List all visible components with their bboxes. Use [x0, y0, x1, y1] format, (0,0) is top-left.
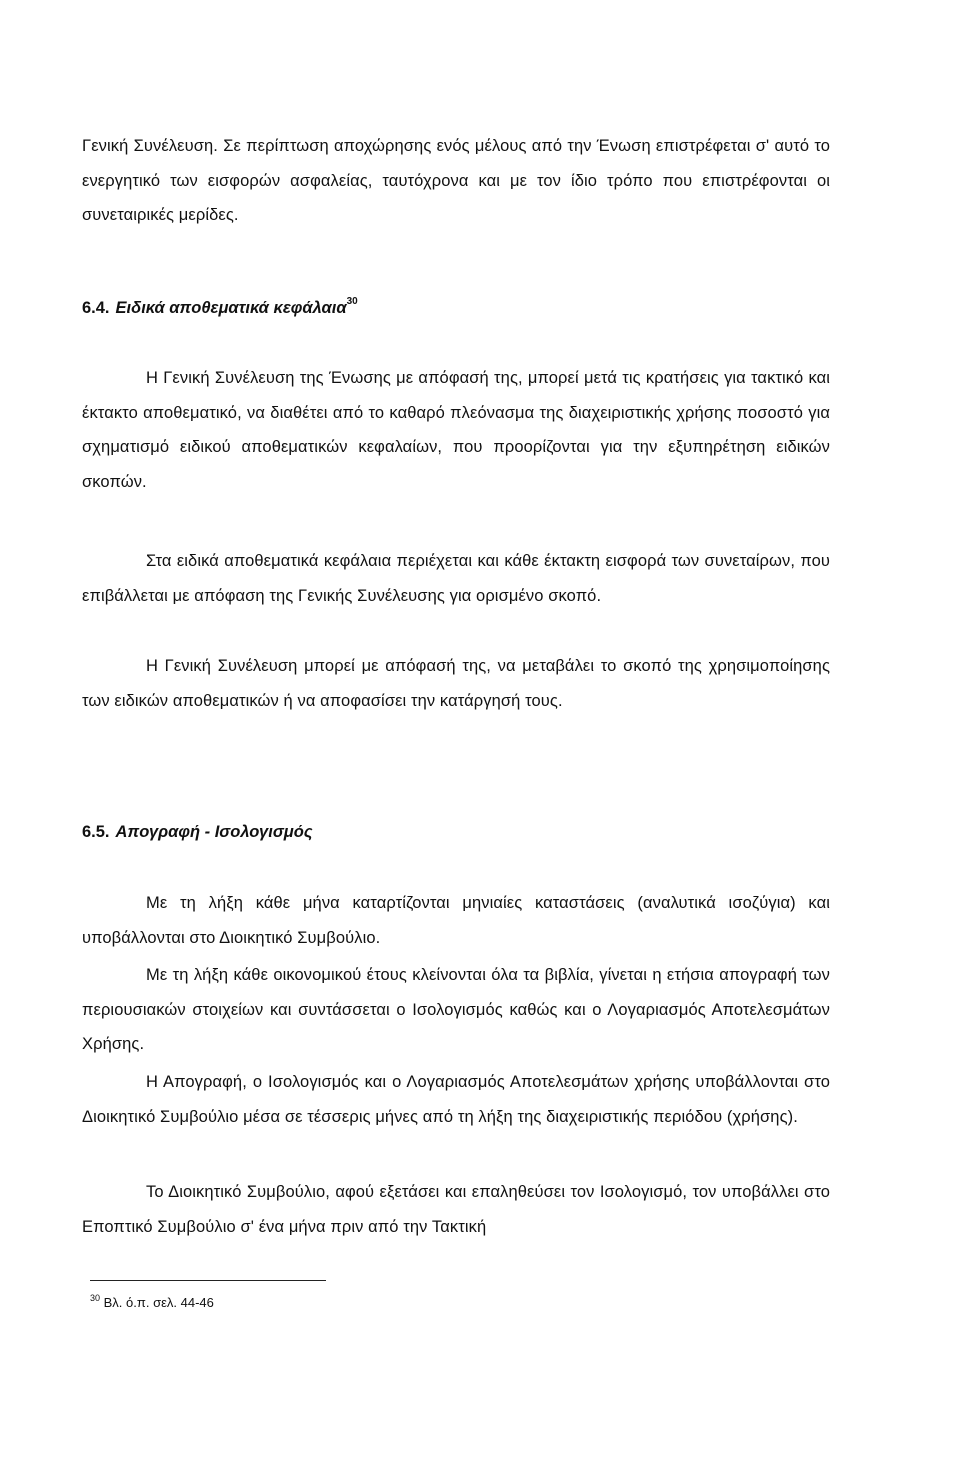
paragraph-submission-board: Η Απογραφή, ο Ισολογισμός και ο Λογαριασμός Αποτελεσμάτων χρήσης υποβάλλονται στο Διοικητικό Συμβούλιο μέσα σε τέσσερις μήνες από τη λήξη της διαχειριστικής περιόδου (χρήσης).	[82, 1073, 830, 1126]
paragraph-board-review: Το Διοικητικό Συμβούλιο, αφού εξετάσει και επαληθεύσει τον Ισολογισμό, τον υποβάλλει στο Εποπτικό Συμβούλιο σ' ένα μήνα πριν από την Τακτική	[82, 1183, 830, 1236]
paragraph-general-assembly: Γενική Συνέλευση. Σε περίπτωση αποχώρησης ενός μέλους από την Ένωση επιστρέφεται σ' αυτό το ενεργητικό των εισφορών ασφαλείας, ταυτόχρονα και με τον ίδιο τρόπο που επιστρέφονται οι συνεταιρικές μερίδες.	[82, 137, 830, 225]
paragraph-reserve-purpose-change: Η Γενική Συνέλευση μπορεί με απόφασή της, να μεταβάλει το σκοπό της χρησιμοποίησης των ειδικών αποθεματικών ή να αποφασίσει την κατάργησή τους.	[82, 657, 830, 710]
section-6-4-heading	[82, 296, 358, 318]
footnote	[90, 1295, 214, 1310]
footnote-text: Βλ. ό.π. σελ. 44-46	[103, 1295, 214, 1310]
section-number: 6.5.	[82, 823, 110, 841]
footnote-reference: 30	[346, 296, 358, 307]
section-title: Απογραφή - Ισολογισμός	[115, 823, 313, 841]
paragraph-monthly-statements: Με τη λήξη κάθε μήνα καταρτίζονται μηνιαίες καταστάσεις (αναλυτικά ισοζύγια) και υποβάλλονται στο Διοικητικό Συμβούλιο.	[82, 894, 830, 947]
section-title: Ειδικά αποθεματικά κεφάλαια	[115, 299, 347, 317]
footnote-separator	[90, 1280, 326, 1281]
paragraph-annual-inventory: Με τη λήξη κάθε οικονομικού έτους κλείνονται όλα τα βιβλία, γίνεται η ετήσια απογραφή των περιουσιακών στοιχείων και συντάσσεται ο Ισολογισμός καθώς και ο Λογαριασμός Αποτελεσμάτων Χρήσης.	[82, 966, 830, 1054]
section-6-5-heading	[82, 823, 313, 842]
footnote-mark: 30	[90, 1293, 101, 1303]
paragraph-extraordinary-contribution: Στα ειδικά αποθεματικά κεφάλαια περιέχεται και κάθε έκτακτη εισφορά των συνεταίρων, που επιβάλλεται με απόφαση της Γενικής Συνέλευσης για ορισμένο σκοπό.	[82, 552, 830, 605]
section-number: 6.4.	[82, 299, 110, 317]
paragraph-special-reserves: Η Γενική Συνέλευση της Ένωσης με απόφασή της, μπορεί μετά τις κρατήσεις για τακτικό και έκτακτο αποθεματικό, να διαθέτει από το καθαρό πλεόνασμα της διαχειριστικής χρήσης ποσοστό για σχηματισμό ειδικού αποθεματικών κεφαλαίων, που προορίζονται για την εξυπηρέτηση ειδικών σκοπών.	[82, 369, 830, 491]
